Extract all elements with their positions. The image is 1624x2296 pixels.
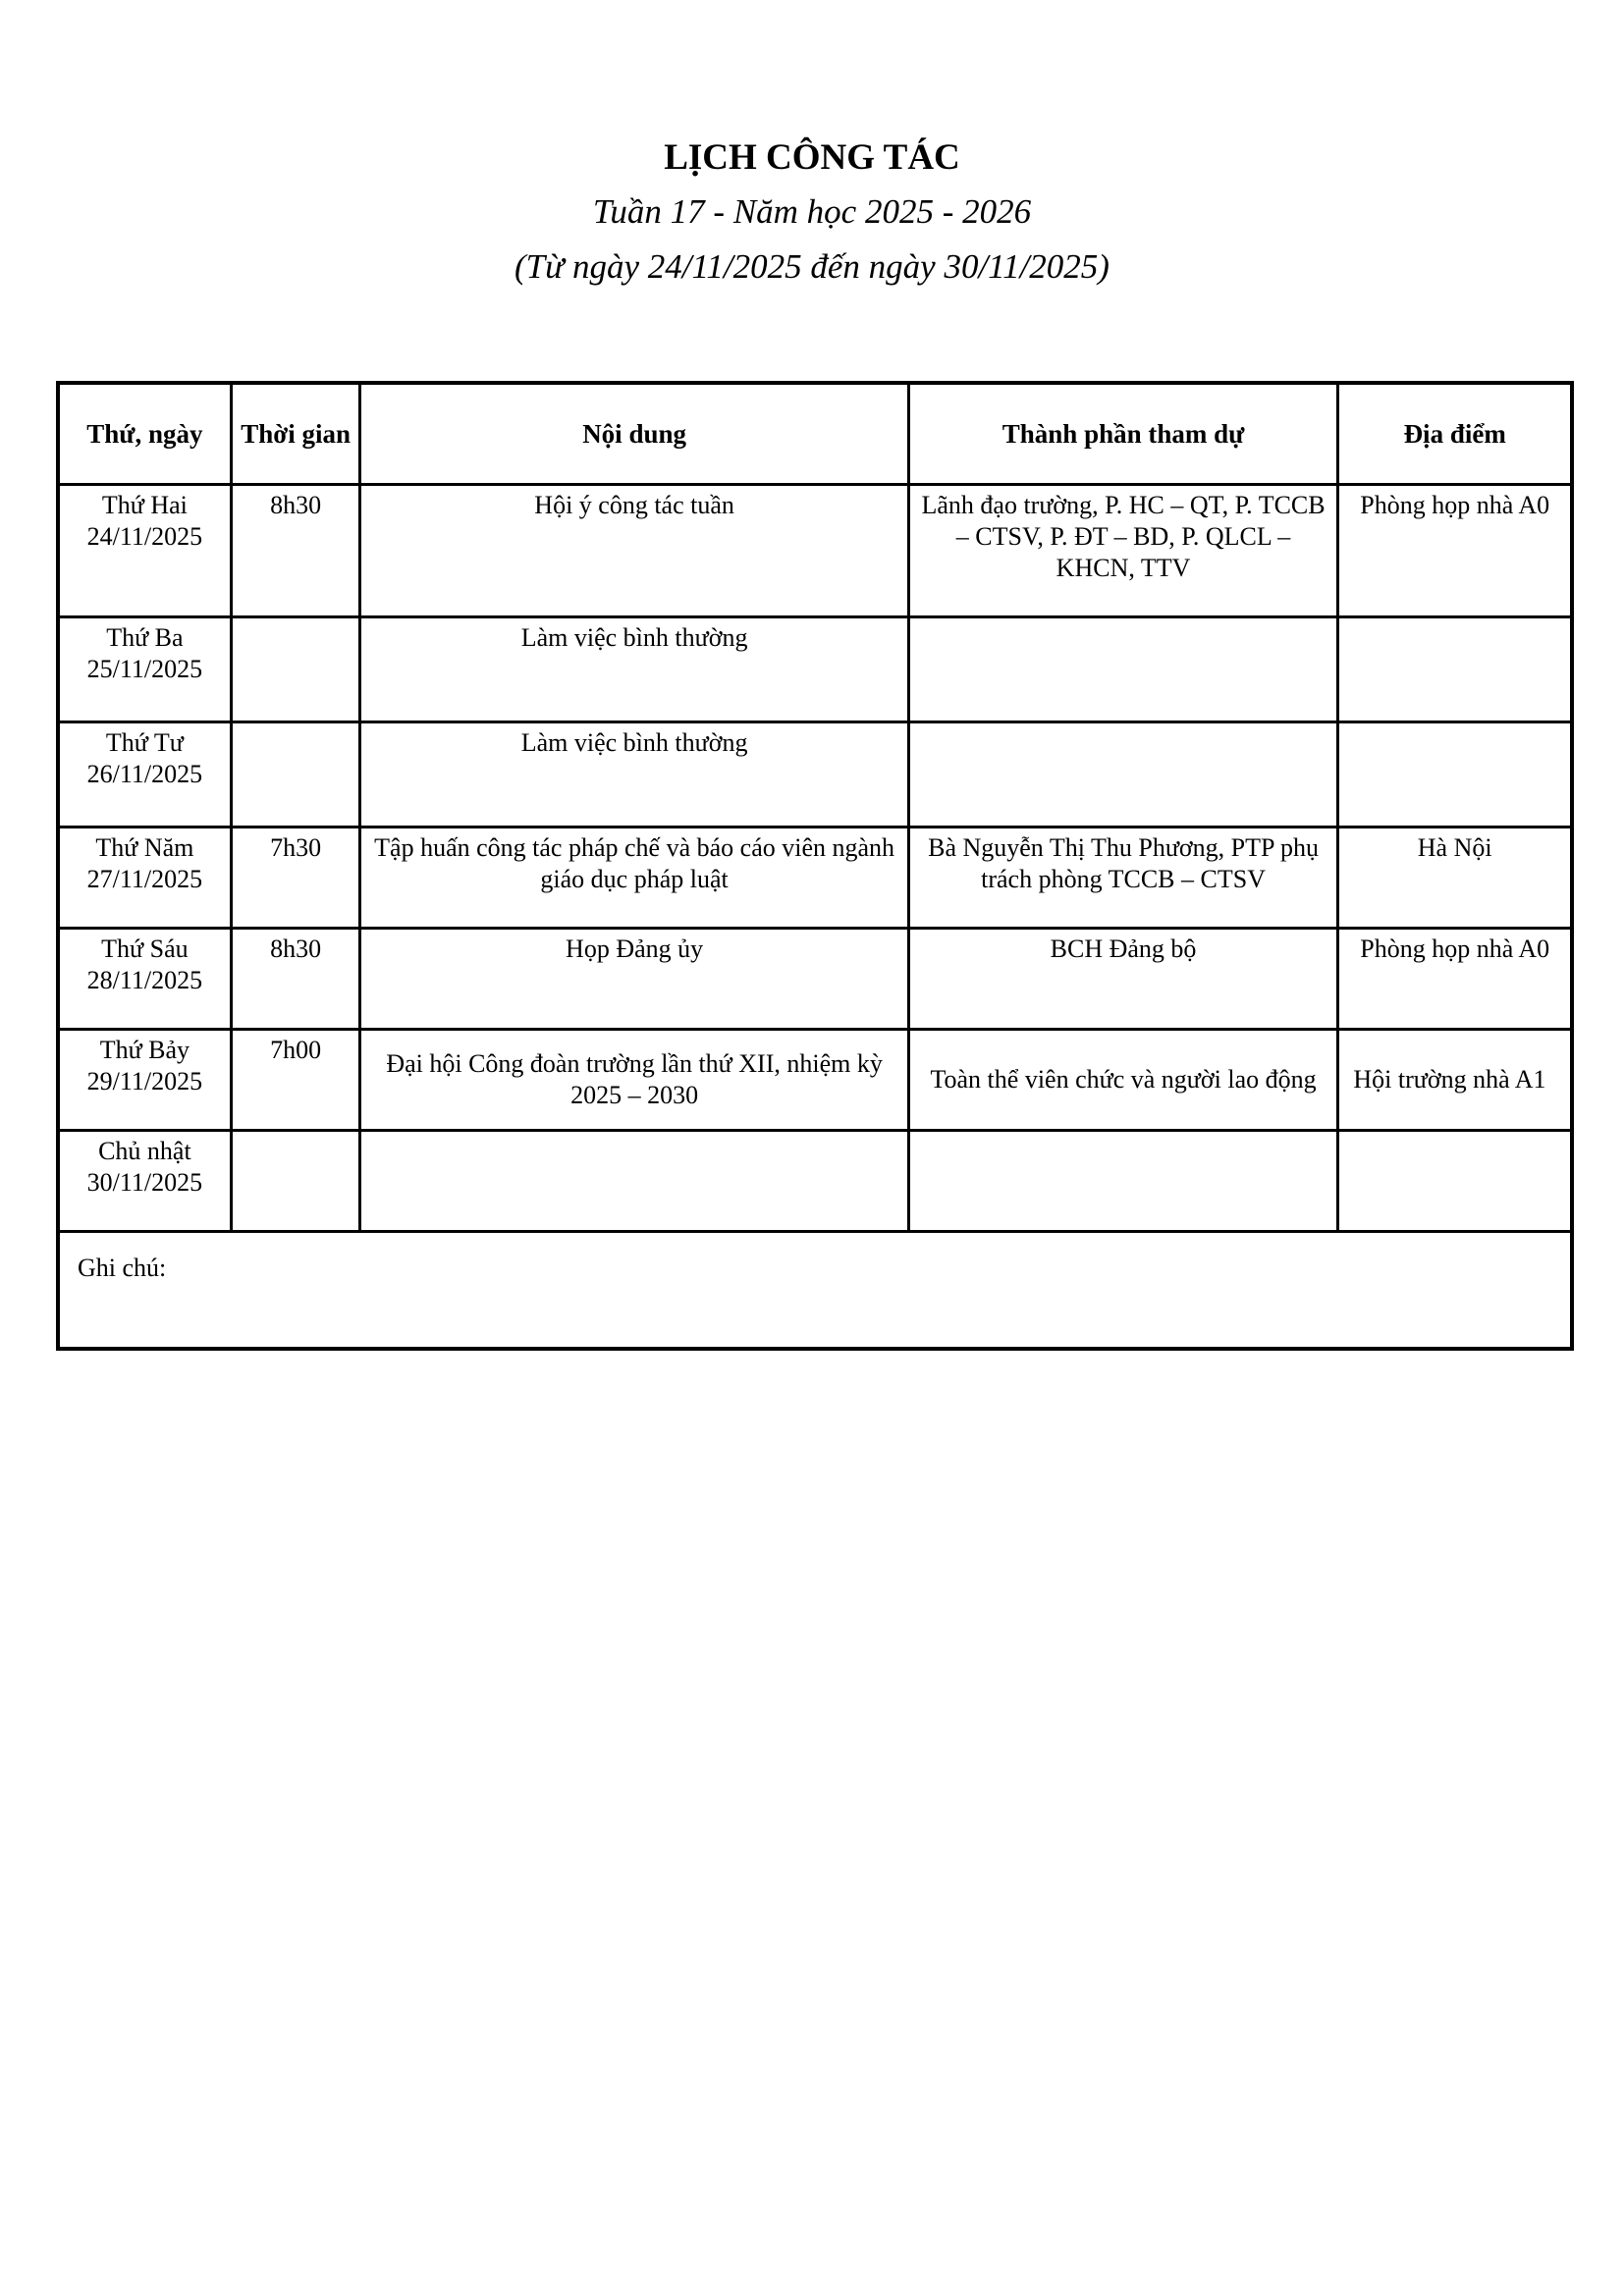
place-cell: Phòng họp nhà A0 bbox=[1338, 929, 1572, 1030]
participants-cell: Bà Nguyễn Thị Thu Phương, PTP phụ trách phòng TCCB – CTSV bbox=[908, 828, 1338, 929]
day-cell bbox=[58, 617, 231, 722]
time-cell: 7h00 bbox=[231, 1030, 360, 1131]
day-date: 24/11/2025 bbox=[86, 522, 203, 551]
day-name: Thứ Tư bbox=[105, 728, 184, 757]
participants-cell bbox=[908, 722, 1338, 828]
day-name: Thứ Hai bbox=[101, 491, 188, 519]
participants-cell bbox=[908, 617, 1338, 722]
day-date: 27/11/2025 bbox=[86, 865, 203, 893]
time-cell: 7h30 bbox=[231, 828, 360, 929]
week-subtitle: Tuần 17 - Năm học 2025 - 2026 bbox=[592, 192, 1032, 231]
day-name: Thứ Bảy bbox=[99, 1036, 190, 1064]
time-cell: 8h30 bbox=[231, 485, 360, 617]
column-header-place: Địa điểm bbox=[1338, 383, 1572, 485]
day-date: 26/11/2025 bbox=[86, 760, 203, 788]
day-cell bbox=[58, 929, 231, 1030]
time-cell: 8h30 bbox=[231, 929, 360, 1030]
content-cell: Làm việc bình thường bbox=[360, 722, 908, 828]
day-date: 25/11/2025 bbox=[86, 655, 203, 683]
time-cell bbox=[231, 722, 360, 828]
place-cell bbox=[1338, 617, 1572, 722]
place-cell bbox=[1338, 1131, 1572, 1232]
column-header-time: Thời gian bbox=[231, 383, 360, 485]
place-cell: Hội trường nhà A1 bbox=[1338, 1030, 1572, 1131]
day-cell bbox=[58, 828, 231, 929]
column-header-participants: Thành phần tham dự bbox=[908, 383, 1338, 485]
content-cell bbox=[360, 1131, 908, 1232]
day-name: Thứ Sáu bbox=[101, 934, 189, 963]
document-header bbox=[0, 135, 1624, 290]
day-date: 28/11/2025 bbox=[86, 966, 203, 994]
participants-cell bbox=[908, 1131, 1338, 1232]
place-cell: Phòng họp nhà A0 bbox=[1338, 485, 1572, 617]
column-header-content: Nội dung bbox=[360, 383, 908, 485]
table-row bbox=[58, 617, 1572, 722]
day-cell bbox=[58, 485, 231, 617]
day-cell bbox=[58, 1030, 231, 1131]
content-cell: Đại hội Công đoàn trường lần thứ XII, nhiệm kỳ 2025 – 2030 bbox=[360, 1030, 908, 1131]
participants-cell: BCH Đảng bộ bbox=[908, 929, 1338, 1030]
place-cell bbox=[1338, 722, 1572, 828]
note-label: Ghi chú: bbox=[58, 1232, 1572, 1350]
day-name: Thứ Năm bbox=[95, 833, 194, 862]
table-row bbox=[58, 485, 1572, 617]
time-cell bbox=[231, 617, 360, 722]
place-cell: Hà Nội bbox=[1338, 828, 1572, 929]
note-row bbox=[58, 1232, 1572, 1350]
day-name: Chủ nhật bbox=[98, 1137, 191, 1165]
table-row bbox=[58, 722, 1572, 828]
date-range: (Từ ngày 24/11/2025 đến ngày 30/11/2025) bbox=[514, 247, 1110, 286]
day-cell bbox=[58, 1131, 231, 1232]
table-row bbox=[58, 929, 1572, 1030]
table-row bbox=[58, 1131, 1572, 1232]
content-cell: Tập huấn công tác pháp chế và báo cáo viên ngành giáo dục pháp luật bbox=[360, 828, 908, 929]
day-date: 30/11/2025 bbox=[86, 1168, 203, 1197]
participants-cell: Toàn thể viên chức và người lao động bbox=[908, 1030, 1338, 1131]
table-header-row bbox=[58, 383, 1572, 485]
day-cell bbox=[58, 722, 231, 828]
content-cell: Họp Đảng ủy bbox=[360, 929, 908, 1030]
content-cell: Hội ý công tác tuần bbox=[360, 485, 908, 617]
participants-cell: Lãnh đạo trường, P. HC – QT, P. TCCB – CTSV, P. ĐT – BD, P. QLCL – KHCN, TTV bbox=[908, 485, 1338, 617]
column-header-day: Thứ, ngày bbox=[58, 383, 231, 485]
time-cell bbox=[231, 1131, 360, 1232]
content-cell: Làm việc bình thường bbox=[360, 617, 908, 722]
table-row bbox=[58, 828, 1572, 929]
table-row bbox=[58, 1030, 1572, 1131]
schedule-table bbox=[56, 381, 1574, 1351]
day-date: 29/11/2025 bbox=[86, 1067, 203, 1095]
document-title: LỊCH CÔNG TÁC bbox=[664, 137, 960, 178]
day-name: Thứ Ba bbox=[106, 623, 184, 652]
